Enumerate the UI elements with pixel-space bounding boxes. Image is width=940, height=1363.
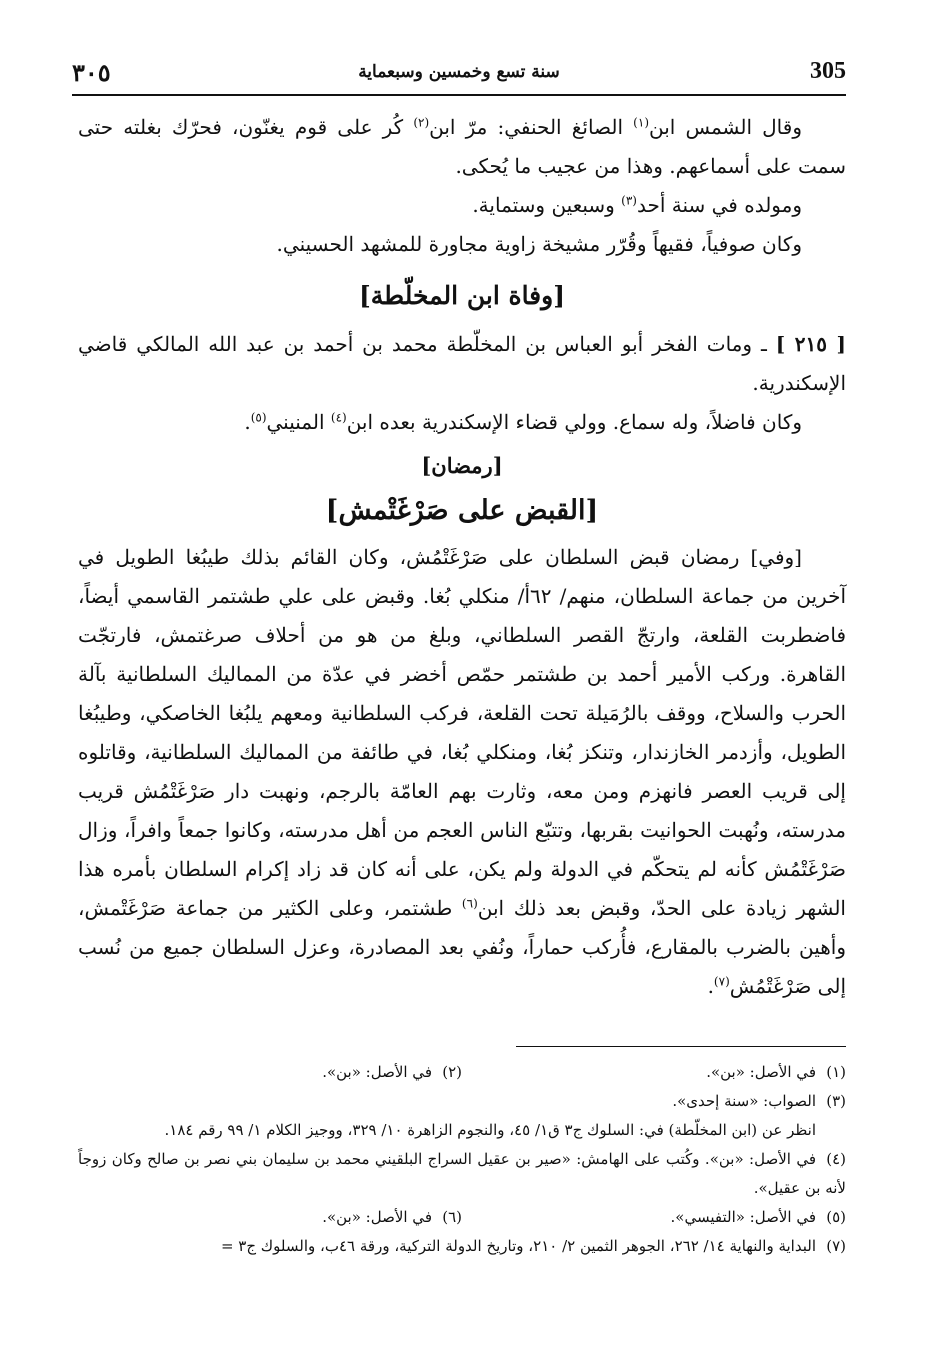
footnote-text: البداية والنهاية ١٤/ ٢٦٢، الجوهر الثمين ٢/ ٢١٠، وتاريخ الدولة التركية، ورقة ٤٦ب، والسلوك ج٣ = (220, 1237, 816, 1255)
footnote (78, 1058, 462, 1087)
footnote-text: في الأصل: «بن». (706, 1063, 816, 1081)
footnote-text: في الأصل: «التفيسي». (670, 1208, 816, 1226)
section-heading: [القبض على صَرْغَتْمش] (325, 495, 599, 526)
footnote (462, 1203, 846, 1232)
footnote-number: (٤) (826, 1150, 846, 1168)
text-run: . (244, 410, 251, 434)
paragraph (78, 325, 846, 403)
footnote-ref: (٧) (713, 974, 730, 989)
footnote-number: (٦) (442, 1208, 462, 1226)
text-run: وقال الشمس ابن (649, 115, 802, 139)
footnote-ref: (١) (633, 115, 649, 130)
footnote-text: الصواب: «سنة إحدى». (672, 1092, 816, 1110)
footnote-ref: (٦) (461, 896, 478, 911)
page-number-latin: 305 (810, 58, 846, 84)
section-subheading: [رمضان] (421, 453, 503, 478)
text-run: الصائغ الحنفي: مرّ ابن (429, 115, 634, 139)
footnote-ref: (٢) (413, 115, 430, 130)
text-run: وسبعين وستماية. (472, 193, 622, 217)
footnote-number: (٥) (826, 1208, 846, 1226)
text-run: طشتمر، وعلى الكثير من جماعة صَرْغَتْمش، وأهين بالضرب بالمقارع، فأُركب حماراً، ونُفي بعد المصادرة، وعزل السلطان جميع من نُسب إلى صَرْغَتْمُش (78, 896, 846, 998)
page-number-arabic: ٣٠٥ (72, 58, 111, 87)
text-run: المنيني (266, 410, 331, 434)
entry-number: [ ٢١٥ ] (775, 332, 846, 356)
paragraph (78, 403, 846, 442)
text-run: ـ ومات الفخر أبو العباس بن المخلّطة محمد بن أحمد بن عبد الله المالكي قاضي الإسكندرية. (78, 332, 846, 395)
footnote-ref: (٥) (250, 410, 267, 425)
footnote-row (78, 1058, 846, 1087)
footnote (78, 1145, 846, 1203)
footnote-text: في الأصل: «بن». وكُتب على الهامش: «صير بن عقيل السراج البلقيني محمد بن سليمان بني نصر بن صالح وكان زوجاً لأنه بن عقيل». (78, 1150, 846, 1197)
footnote-number: (٧) (826, 1237, 846, 1255)
footnote (78, 1203, 462, 1232)
page-header (72, 52, 846, 92)
footnote-row (78, 1203, 846, 1232)
running-title: سنة تسع وخمسين وسبعماية (358, 62, 560, 82)
text-run: [وفي] رمضان قبض السلطان على صَرْغَتْمُش، وكان القائم بذلك طيبُغا الطويل في آخرين من جماعة السلطان، منهم/ ٦٢أ/ منكلي بُغا. وقبض على علي طشتمر القاسمي أيضاً، فاضطربت القلعة، وارتجّ القصر السلطاني، وبلغ من هو من أحلاف صرغتمش، فارتجّت القاهرة. وركب الأمير أحمد بن طشتمر حمّص أخضر في عدّة من المماليك السلطانية بآلة الحرب والسلاح، ووقف بالرُمَيلة تحت القلعة، فركب السلطانية ومعهم يلبُغا الخاصكي، وطيبُغا الطويل، وأزدمر الخازندار، وتنكز بُغا، ومنكلي بُغا، في طائفة من المماليك السلطانية، وقاتلوه إلى قريب العصر فانهزم ومن معه، وثارت بهم العامّة بالرجم، ونهبت دار صَرْغَتْمُش قريب مدرسته، ونُهبت الحوانيت بقربها، وتتبّع الناس العجم من أهل مدرسته، وكانوا جمعاً وافراً، وزال صَرْغَتْمُش كأنه لم يتحكّم في الدولة ولم يكن، على أنه كان قد زاد إكرام السلطان بأمره هذا الشهر زيادة على الحدّ، وقبض بعد ذلك ابن (78, 545, 847, 920)
footnote (78, 1087, 846, 1116)
section-heading: [وفاة ابن المخلّطة] (358, 281, 566, 310)
paragraph (78, 108, 846, 186)
footnote-ref: (٤) (330, 410, 347, 425)
footnotes (78, 1058, 846, 1261)
header-rule (72, 94, 846, 96)
paragraph: وكان صوفياً، فقيهاً وقُرّر مشيخة زاوية مجاورة للمشهد الحسيني. (276, 232, 802, 256)
text-run: . (707, 974, 714, 998)
footnote (462, 1058, 846, 1087)
paragraph (78, 186, 846, 225)
footnote (78, 1232, 846, 1261)
text-run: كُر على قوم يغنّون، فحرّك بغلته حتى سمت على أسماعهم. وهذا من عجيب ما يُحكى. (78, 115, 846, 178)
footnote-ref: (٣) (621, 193, 637, 208)
footnote-number: (٢) (442, 1063, 462, 1081)
footnote-rule (516, 1046, 846, 1047)
footnote-number: (٣) (826, 1092, 846, 1110)
main-text (78, 108, 846, 1006)
footnote-text: في الأصل: «بن». (322, 1208, 432, 1226)
paragraph (78, 538, 846, 1006)
footnote-continuation: انظر عن (ابن المخلّطة) في: السلوك ج٣ ق١/ ٤٥، والنجوم الزاهرة ١٠/ ٣٢٩، ووجيز الكلام ١/ ٩٩ رقم ١٨٤. (164, 1121, 816, 1139)
text-run: ومولده في سنة أحد (636, 193, 802, 217)
footnote-text: في الأصل: «بن». (322, 1063, 432, 1081)
footnote-number: (١) (826, 1063, 846, 1081)
text-run: وكان فاضلاً، وله سماع. وولي قضاء الإسكندرية بعده ابن (346, 410, 802, 434)
